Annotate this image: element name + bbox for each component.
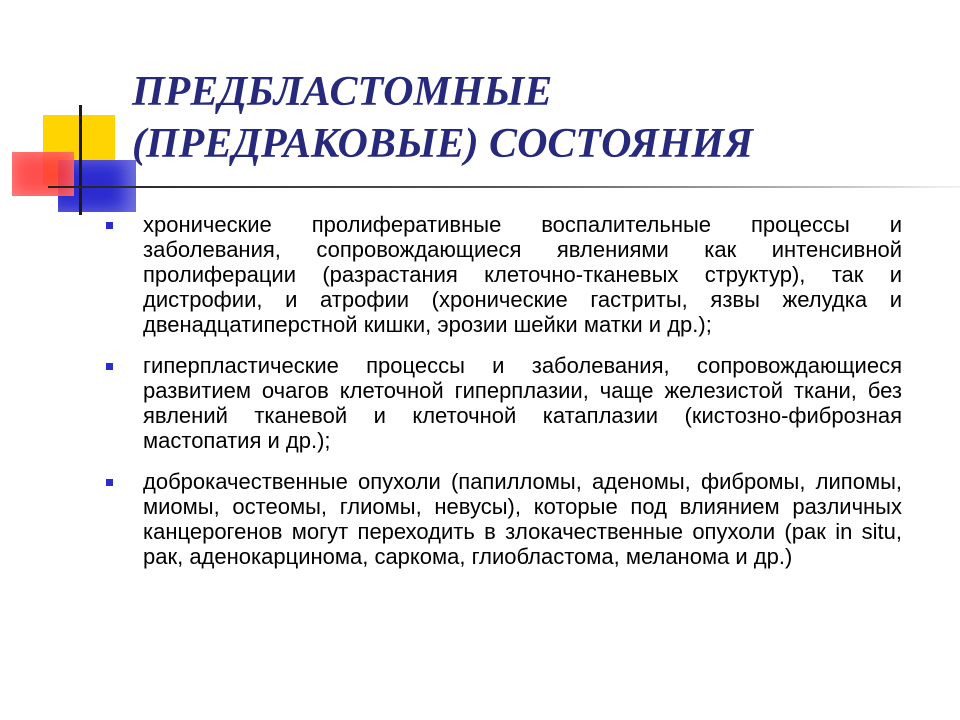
- slide-title-line-2: (ПРЕДРАКОВЫЕ) СОСТОЯНИЯ: [132, 121, 754, 167]
- square-bullet-icon: [106, 222, 113, 229]
- decor-vertical-line: [79, 105, 82, 215]
- bullet-list: [106, 212, 902, 585]
- slide-title-line-1: ПРЕДБЛАСТОМНЫЕ: [132, 69, 553, 115]
- slide-title: [132, 66, 932, 170]
- square-bullet-icon: [106, 479, 113, 486]
- list-item: [106, 212, 902, 337]
- bullet-text: гиперпластические процессы и заболевания, сопровождающиеся развитием очагов клеточной гиперплазии, чаще железистой ткани, без явлений тканевой и клеточной катаплазии (кистозно-фиброзная мастопатия и др.);: [143, 353, 902, 453]
- title-underline-rule: [48, 186, 960, 188]
- decor-red-square: [12, 152, 74, 196]
- bullet-text: доброкачественные опухоли (папилломы, аденомы, фибромы, липомы, миомы, остеомы, глиомы, невусы), которые под влиянием различных канцерогенов могут переходить в злокачественные опухоли (рак in situ, рак, аденокарцинома, саркома, глиобластома, меланома и др.): [143, 469, 902, 569]
- list-item: [106, 353, 902, 453]
- list-item: [106, 469, 902, 569]
- square-bullet-icon: [106, 363, 113, 370]
- bullet-text: хронические пролиферативные воспалительные процессы и заболевания, сопровождающиеся явлениями как интенсивной пролиферации (разрастания клеточно-тканевых структур), так и дистрофии, и атрофии (хронические гастриты, язвы желудка и двенадцатиперстной кишки, эрозии шейки матки и др.);: [143, 212, 902, 337]
